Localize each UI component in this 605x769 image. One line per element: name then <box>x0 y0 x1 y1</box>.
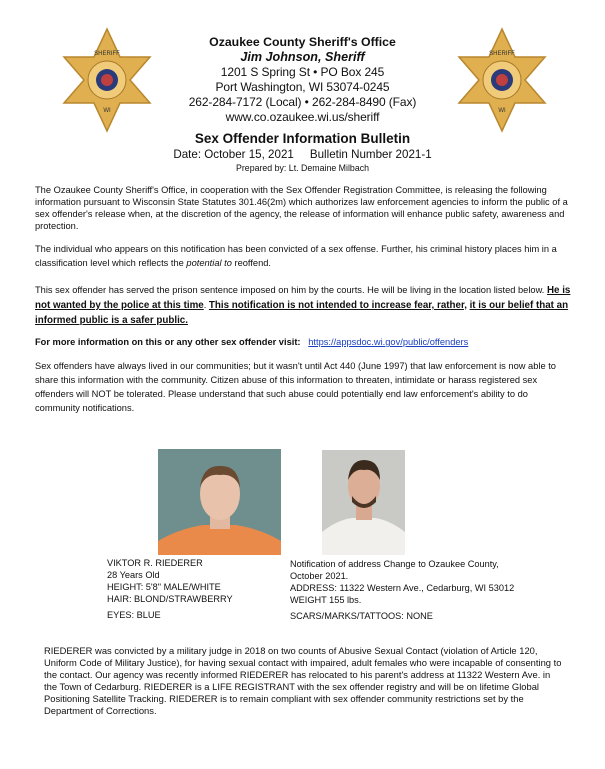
prepared-by: Prepared by: Lt. Demaine Milbach <box>236 163 369 173</box>
informed-public-statement: it is our belief that an informed public is a safer public. <box>35 300 569 326</box>
address-line-1: 1201 S Spring St • PO Box 245 <box>220 65 385 79</box>
text: The individual who appears on this notification has been convicted of a sex offense. Further, his criminal history places him in a classification level which reflects the <box>35 244 557 268</box>
text: reoffend. <box>231 258 272 268</box>
conviction-summary: RIEDERER was convicted by a military judge in 2018 on two counts of Abusive Sexual Contact (violation of Article 120, Uniform Code of Military Justice), for having sexual contact with impaired, adult females who were incapable of consenting to the contact. Our agency was recently informed RIEDERER has relocated to his parent's address at 11322 Western Ave. in the Town of Cedarburg. RIEDERER is a LIFE REGISTRANT with the sex offender registry and will be on lifetime Global Positioning Satellite Tracking. RIEDERER is to remain compliant with sex offender community restrictions set by the Department of Corrections. <box>44 645 562 716</box>
bulletin-title: Sex Offender Information Bulletin <box>194 131 411 146</box>
sheriff-badge-left-icon <box>62 27 152 133</box>
offender-age: 28 Years Old <box>107 570 160 580</box>
address-details <box>290 558 514 622</box>
organization-name: Ozaukee County Sheriff's Office <box>209 35 396 49</box>
notification-line-2: October 2021. <box>290 571 349 581</box>
offender-weight: WEIGHT 155 lbs. <box>290 595 362 605</box>
letterhead <box>150 35 455 125</box>
more-info-label: For more information on this or any other sex offender visit: <box>35 337 301 347</box>
phone-numbers: 262-284-7172 (Local) • 262-284-8490 (Fax) <box>188 95 417 109</box>
community-paragraph: Sex offenders have always lived in our communities; but it wasn't until Act 440 (June 1997) that law enforcement is now able to share this information with the community. Citizen abuse of this information to threaten, intimidate or harass registered sex offenders will NOT be tolerated. Please understand that such abuse could potentially end law enforcement's ability to do community notifications. <box>35 361 556 413</box>
offender-registry-link[interactable]: https://appsdoc.wi.gov/public/offenders <box>308 337 469 347</box>
bulletin-number: Bulletin Number 2021-1 <box>309 148 432 161</box>
offender-address: ADDRESS: 11322 Western Ave., Cedarburg, WI 53012 <box>290 583 515 593</box>
offender-height-sex-race: HEIGHT: 5'8" MALE/WHITE <box>107 582 221 592</box>
sheriff-badge-right-icon <box>457 27 547 133</box>
classification-paragraph <box>35 242 575 270</box>
offender-name: VIKTOR R. RIEDERER <box>107 558 203 568</box>
website: www.co.ozaukee.wi.us/sheriff <box>225 110 380 124</box>
sheriff-name: Jim Johnson, Sheriff <box>240 50 365 64</box>
bulletin-date: Date: October 15, 2021 <box>173 148 294 161</box>
text: This sex offender has served the prison sentence imposed on him by the courts. He will be living in the location listed below. <box>35 285 547 295</box>
svg-text:SHERIFF: SHERIFF <box>489 51 515 57</box>
offender-scars: SCARS/MARKS/TATTOOS: NONE <box>290 611 433 621</box>
offender-photo-current <box>322 450 405 555</box>
offender-eyes: EYES: BLUE <box>107 610 161 620</box>
not-wanted-statement: He is not wanted by the police at this time <box>35 285 571 311</box>
intro-paragraph: The Ozaukee County Sheriff's Office, in cooperation with the Sex Offender Registration Committee, is releasing the following information pursuant to Wisconsin State Statutes 301.46(2m) which authorizes law enforcement agencies to inform the public of a sex offender's release when, at the discretion of the agency, the release of information will enhance public safety, awareness and protection. <box>35 185 568 231</box>
svg-text:WI: WI <box>498 108 506 114</box>
offender-details <box>107 557 233 621</box>
notification-line-1: Notification of address Change to Ozaukee County, <box>290 559 499 569</box>
offender-photo-booking <box>158 449 281 555</box>
emphasis-text: potential to <box>186 258 232 268</box>
svg-text:WI: WI <box>103 108 111 114</box>
address-line-2: Port Washington, WI 53074-0245 <box>215 80 390 94</box>
text: . <box>203 300 209 310</box>
offender-hair: HAIR: BLOND/STRAWBERRY <box>107 594 233 604</box>
more-info-line <box>35 336 575 348</box>
sentence-paragraph <box>35 283 575 328</box>
fear-statement: This notification is not intended to increase fear, rather, <box>208 300 467 311</box>
bulletin-dateline <box>0 148 605 161</box>
svg-text:SHERIFF: SHERIFF <box>94 51 120 57</box>
